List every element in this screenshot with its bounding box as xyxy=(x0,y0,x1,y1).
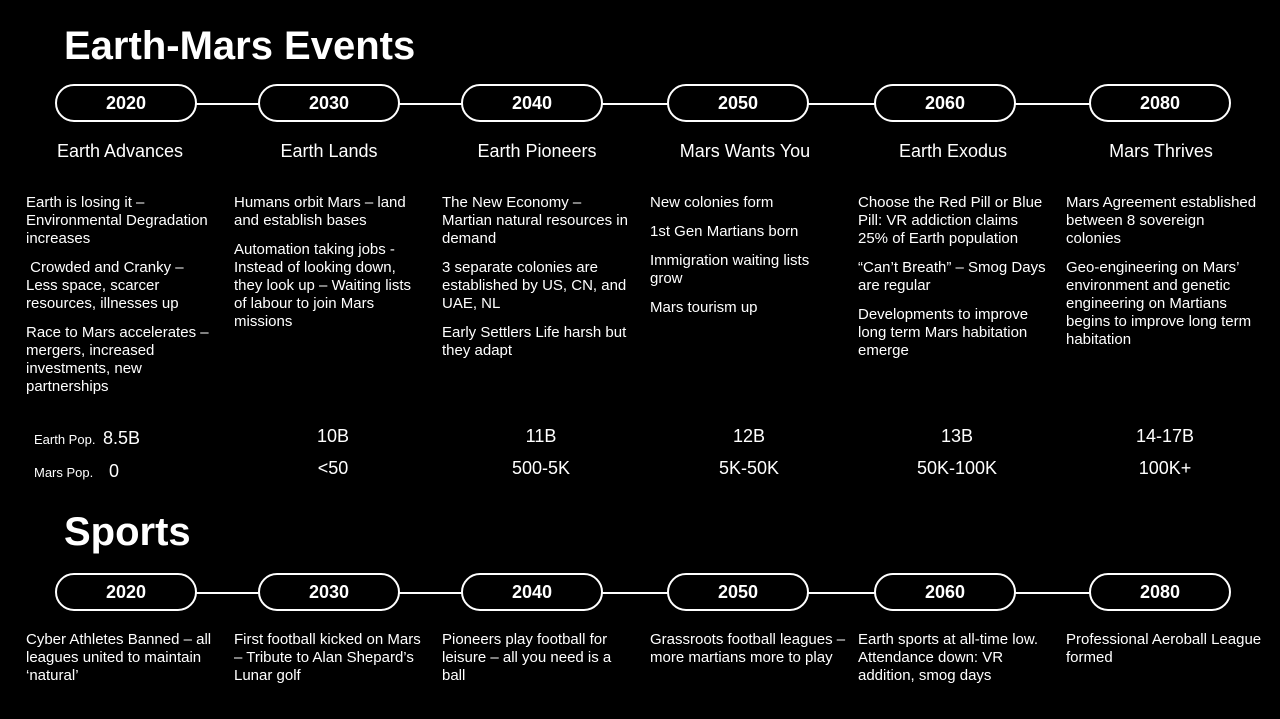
sports-event-text: Professional Aeroball League formed xyxy=(1066,631,1262,666)
event-text: Earth is losing it – Environmental Degradation increases xyxy=(26,194,208,247)
events-column-2020 xyxy=(26,194,218,407)
sports-event-text: Pioneers play football for leisure – all you need is a ball xyxy=(442,631,612,684)
sports-year-2020: 2020 xyxy=(55,573,197,611)
event-text: Crowded and Cranky – Less space, scarcer resources, illnesses up xyxy=(26,259,188,312)
mars-pop-value: 50K-100K xyxy=(916,458,998,478)
earth-pop-value: 8.5B xyxy=(103,428,141,448)
era-label: Earth Lands xyxy=(280,141,378,161)
event-text: Choose the Red Pill or Blue Pill: VR addiction claims 25% of Earth population xyxy=(858,194,1043,247)
era-label: Mars Thrives xyxy=(1109,141,1213,161)
sports-year-2040: 2040 xyxy=(461,573,603,611)
event-text: Early Settlers Life harsh but they adapt xyxy=(442,324,627,359)
sports-year-2030: 2030 xyxy=(258,573,400,611)
mars-pop-value: 0 xyxy=(109,461,120,481)
events-title: Earth-Mars Events xyxy=(64,24,416,68)
mars-pop-value: 5K-50K xyxy=(718,458,780,478)
era-label: Earth Advances xyxy=(56,141,184,161)
event-text: 3 separate colonies are established by US, CN, and UAE, NL xyxy=(442,259,627,312)
event-text: Mars tourism up xyxy=(650,299,758,316)
earth-pop-value: 13B xyxy=(940,426,974,446)
sports-year-2080: 2080 xyxy=(1089,573,1231,611)
events-year-2050: 2050 xyxy=(667,84,809,122)
events-year-2060: 2060 xyxy=(874,84,1016,122)
sports-year-2060: 2060 xyxy=(874,573,1016,611)
mars-pop-label: Mars Pop. xyxy=(34,465,94,480)
mars-pop-value: 500-5K xyxy=(511,458,571,478)
event-text: Mars Agreement established between 8 sovereign colonies xyxy=(1066,194,1257,247)
era-label: Earth Pioneers xyxy=(477,141,597,161)
era-label: Mars Wants You xyxy=(679,141,811,161)
event-text: Race to Mars accelerates – mergers, increased investments, new partnerships xyxy=(26,324,209,395)
events-year-2080: 2080 xyxy=(1089,84,1231,122)
events-year-2040: 2040 xyxy=(461,84,603,122)
events-column-2080 xyxy=(1066,194,1258,360)
earth-pop-value: 11B xyxy=(525,426,557,446)
earth-pop-value: 14-17B xyxy=(1135,426,1195,446)
event-text: Geo-engineering on Mars’ environment and genetic engineering on Martians begins to improve long term habitation xyxy=(1066,259,1252,348)
sports-event-text: Earth sports at all-time low. Attendance down: VR addition, smog days xyxy=(858,631,1039,684)
event-text: Developments to improve long term Mars habitation emerge xyxy=(858,306,1029,359)
earth-pop-value: 12B xyxy=(732,426,766,446)
event-text: Immigration waiting lists grow xyxy=(650,252,810,287)
event-text: Automation taking jobs - Instead of looking down, they look up – Waiting lists of labour to join Mars missions xyxy=(234,241,412,330)
event-text: New colonies form xyxy=(650,194,774,211)
event-text: Humans orbit Mars – land and establish bases xyxy=(234,194,406,229)
sports-title: Sports xyxy=(64,510,191,554)
events-column-2050 xyxy=(650,194,842,328)
era-label: Earth Exodus xyxy=(898,141,1008,161)
events-year-2030: 2030 xyxy=(258,84,400,122)
events-year-2020: 2020 xyxy=(55,84,197,122)
event-text: The New Economy – Martian natural resources in demand xyxy=(442,194,628,247)
events-column-2040 xyxy=(442,194,634,371)
event-text: “Can’t Breath” – Smog Days are regular xyxy=(858,259,1046,294)
sports-event-text: Cyber Athletes Banned – all leagues united to maintain ‘natural’ xyxy=(26,631,212,684)
events-column-2030 xyxy=(234,194,426,342)
earth-pop-label: Earth Pop. xyxy=(34,432,96,447)
sports-year-2050: 2050 xyxy=(667,573,809,611)
earth-pop-value: 10B xyxy=(316,426,350,446)
events-column-2060 xyxy=(858,194,1050,371)
mars-pop-value: 100K+ xyxy=(1138,458,1192,478)
mars-pop-value: <50 xyxy=(317,458,349,478)
event-text: 1st Gen Martians born xyxy=(650,223,799,240)
sports-event-text: Grassroots football leagues – more martians more to play xyxy=(650,631,846,666)
sports-event-text: First football kicked on Mars – Tribute to Alan Shepard’s Lunar golf xyxy=(234,631,421,684)
